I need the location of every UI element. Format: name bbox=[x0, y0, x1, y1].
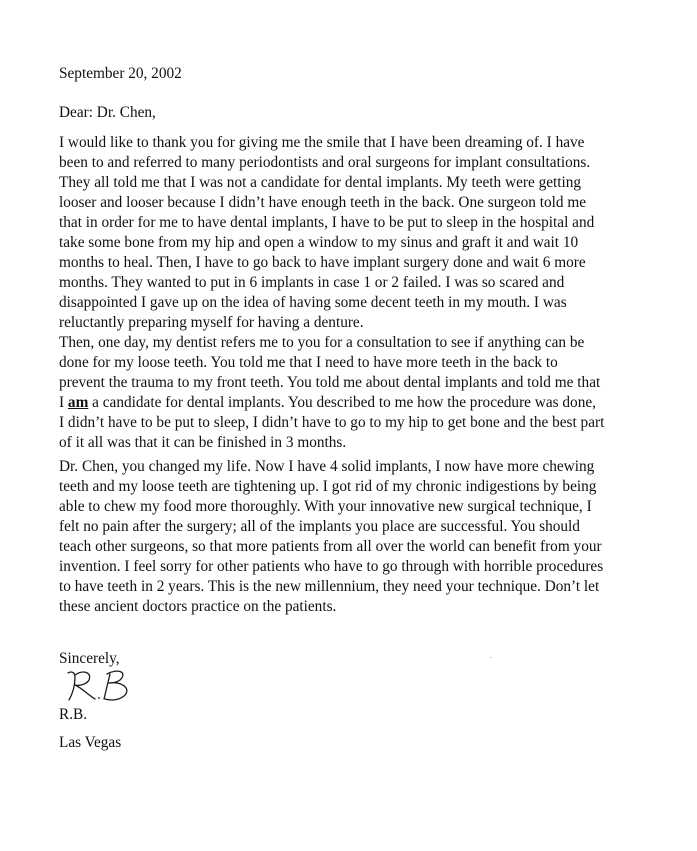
paragraph-line: Then, one day, my dentist refers me to you for a consultation to see if anything can be bbox=[59, 334, 585, 351]
closing: Sincerely, bbox=[59, 650, 120, 667]
paragraph-line: of it all was that it can be finished in 3 months. bbox=[59, 434, 347, 451]
handwritten-signature bbox=[62, 665, 138, 705]
paragraph-line: disappointed I gave up on the idea of having some decent teeth in my mouth. I was bbox=[59, 294, 567, 311]
paragraph-line: prevent the trauma to my front teeth. You told me about dental implants and told me that bbox=[59, 374, 601, 391]
paragraph-line: Dr. Chen, you changed my life. Now I have 4 solid implants, I now have more chewing bbox=[59, 458, 595, 475]
paragraph-2 bbox=[59, 333, 659, 453]
paragraph-line: take some bone from my hip and open a window to my sinus and graft it and wait 10 bbox=[59, 234, 579, 251]
paragraph-line: I would like to thank you for giving me the smile that I have been dreaming of. I have bbox=[59, 134, 585, 151]
paragraph-line: I didn’t have to be put to sleep, I didn’t have to go to my hip to get bone and the best part bbox=[59, 414, 605, 431]
letter-date: September 20, 2002 bbox=[59, 65, 182, 82]
paragraph-line: to have teeth in 2 years. This is the new millennium, they need your technique. Don’t let bbox=[59, 578, 600, 595]
paragraph-line: done for my loose teeth. You told me that I need to have more teeth in the back to bbox=[59, 354, 558, 371]
paragraph-line: that in order for me to have dental implants, I have to be put to sleep in the hospital and bbox=[59, 214, 595, 231]
line-text-after: a candidate for dental implants. You described to me how the procedure was done, bbox=[88, 394, 596, 411]
paragraph-line: these ancient doctors practice on the patients. bbox=[59, 598, 337, 615]
line-text-before: I bbox=[59, 394, 68, 411]
paragraph-line: able to chew my food more thoroughly. With your innovative new surgical technique, I bbox=[59, 498, 592, 515]
paragraph-line: felt no pain after the surgery; all of the implants you place are successful. You should bbox=[59, 518, 580, 535]
paragraph-3 bbox=[59, 457, 659, 617]
scan-speck bbox=[490, 657, 492, 658]
paragraph-line: reluctantly preparing myself for having a denture. bbox=[59, 314, 364, 331]
paragraph-line: teeth and my loose teeth are tightening up. I got rid of my chronic indigestions by being bbox=[59, 478, 597, 495]
paragraph-line: They all told me that I was not a candidate for dental implants. My teeth were getting bbox=[59, 174, 582, 191]
emphasized-word: am bbox=[67, 394, 89, 411]
signer-city: Las Vegas bbox=[59, 734, 122, 751]
paragraph-line: been to and referred to many periodontists and oral surgeons for implant consultations. bbox=[59, 154, 591, 171]
paragraph-1 bbox=[59, 133, 659, 333]
paragraph-line: looser and looser because I didn’t have enough teeth in the back. One surgeon told me bbox=[59, 194, 587, 211]
paragraph-line: months to heal. Then, I have to go back to have implant surgery done and wait 6 more bbox=[59, 254, 586, 271]
paragraph-line: months. They wanted to put in 6 implants in case 1 or 2 failed. I was so scared and bbox=[59, 274, 565, 291]
paragraph-line-emphasis bbox=[59, 393, 659, 413]
paragraph-line: teach other surgeons, so that more patients from all over the world can benefit from your bbox=[59, 538, 602, 555]
paragraph-line: invention. I feel sorry for other patients who have to go through with horrible procedures bbox=[59, 558, 604, 575]
salutation: Dear: Dr. Chen, bbox=[59, 104, 156, 121]
signer-name: R.B. bbox=[59, 706, 88, 723]
